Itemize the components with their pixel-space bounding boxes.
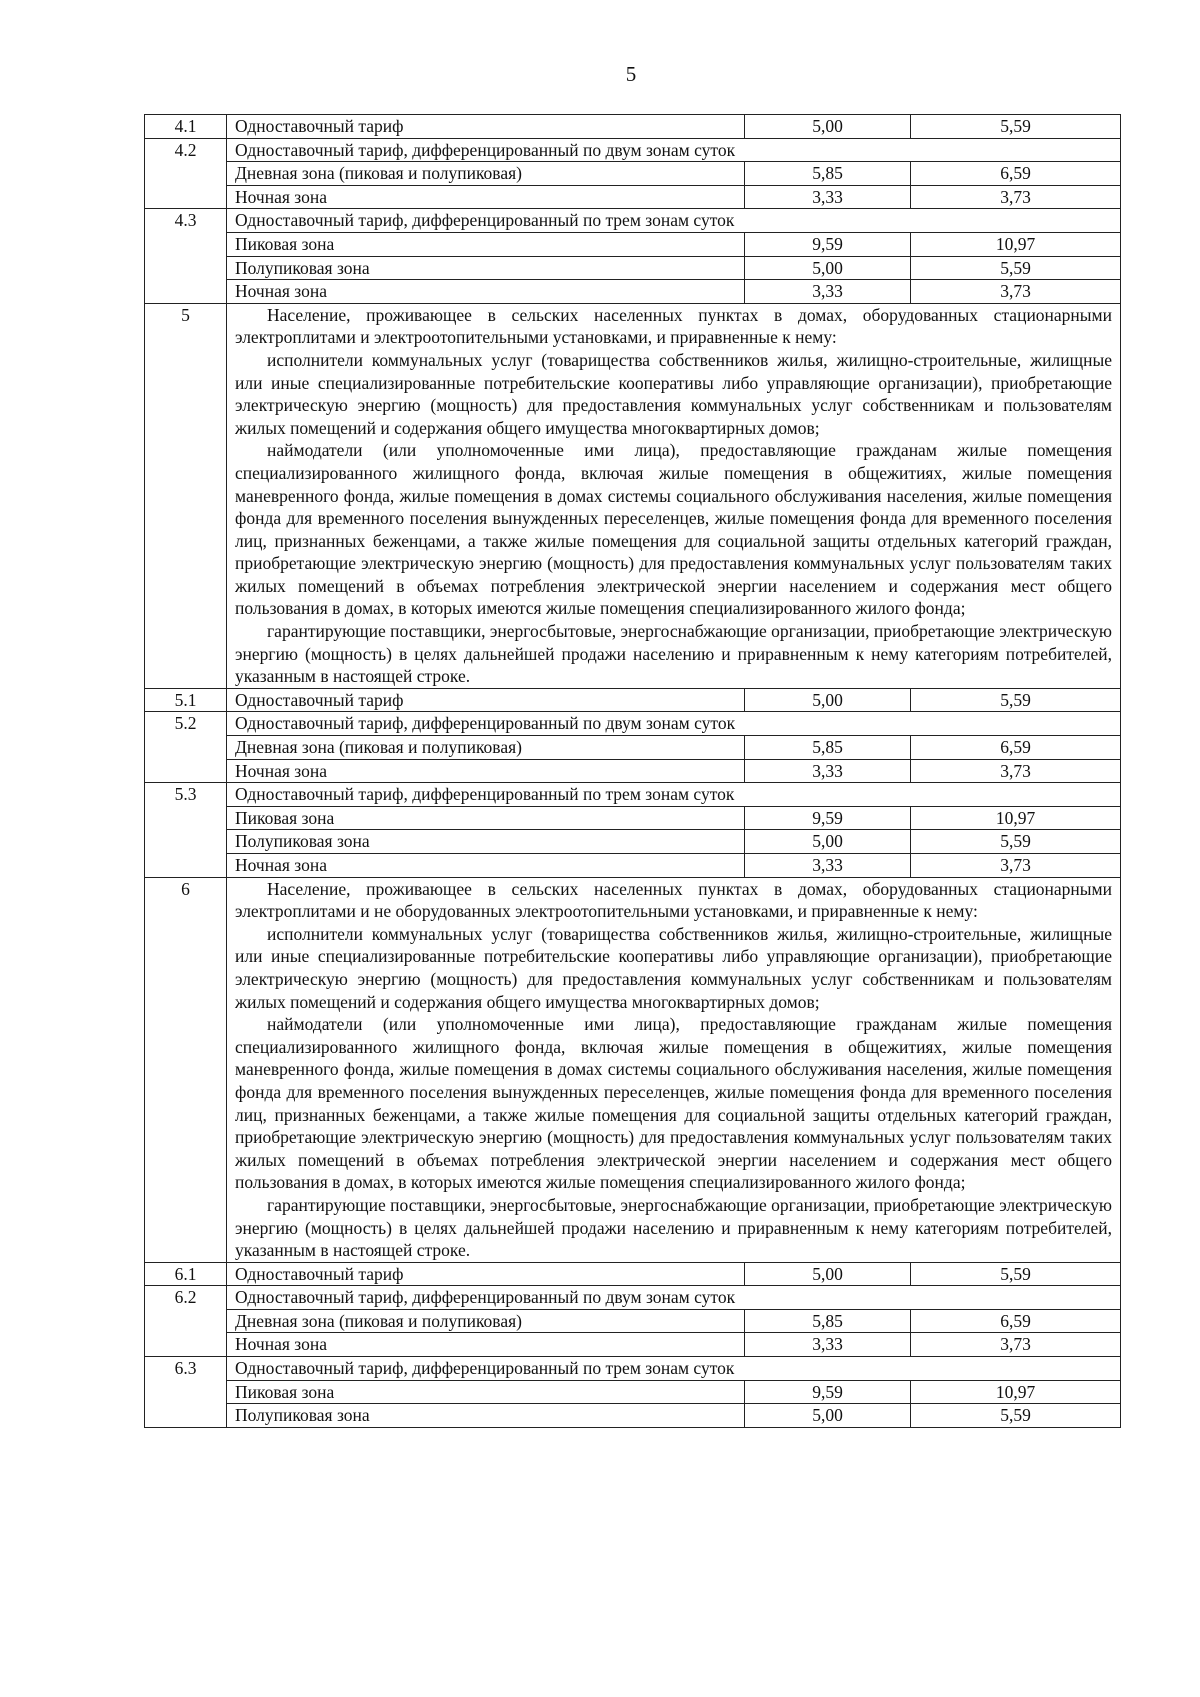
value-cell-1: 5,00 [745, 688, 911, 712]
value-cell-2: 5,59 [911, 688, 1121, 712]
zone-label-cell: Полупиковая зона [227, 1404, 745, 1428]
value-cell-2: 6,59 [911, 1309, 1121, 1333]
row-number-cell: 4.1 [145, 115, 227, 139]
value-cell-1: 9,59 [745, 232, 911, 256]
row-number-cell: 5.2 [145, 712, 227, 783]
description-paragraph: наймодатели (или уполномоченные ими лица), предоставляющие гражданам жилые помещения специализированного жилищного фонда, включая жилые помещения в общежитиях, жилые помещения маневренного фонда, жилые помещения в домах системы социального обслуживания населения, жилые помещения фонда для временного поселения вынужденных переселенцев, жилые помещения фонда для временного поселения лиц, признанных беженцами, а также жилые помещения для социальной защиты отдельных категорий граждан, приобретающие электрическую энергию (мощность) для предоставления коммунальных услуг пользователям таких жилых помещений в объемах потребления электрической энергии населением и содержания мест общего пользования в домах, в которых имеются жилые помещения специализированного жилого фонда; [235, 440, 1112, 619]
tariff-label-cell: Одноставочный тариф, дифференцированный по трем зонам суток [227, 1357, 1121, 1381]
zone-row [145, 1380, 1121, 1404]
value-cell-1: 3,33 [745, 759, 911, 783]
zone-label-cell: Ночная зона [227, 854, 745, 878]
zone-row [145, 185, 1121, 209]
zone-label-cell: Пиковая зона [227, 806, 745, 830]
page-number: 5 [625, 62, 637, 86]
zone-row [145, 1333, 1121, 1357]
tariff-row [145, 783, 1121, 807]
value-cell-2: 10,97 [911, 806, 1121, 830]
row-number-cell: 6.3 [145, 1357, 227, 1428]
value-cell-2: 5,59 [911, 256, 1121, 280]
description-paragraph: гарантирующие поставщики, энергосбытовые, энергоснабжающие организации, приобретающие электрическую энергию (мощность) в целях дальнейшей продажи населению и приравненным к нему категориям потребителей, указанным в настоящей строке. [235, 621, 1112, 687]
row-number-cell: 6.1 [145, 1262, 227, 1286]
section-description-row [145, 303, 1121, 688]
description-paragraph: Население, проживающее в сельских населенных пунктах в домах, оборудованных стационарными электроплитами и электроотопительными установками, и приравненные к нему: [235, 304, 1112, 348]
tariff-label-cell: Одноставочный тариф [227, 115, 745, 139]
description-paragraph: наймодатели (или уполномоченные ими лица), предоставляющие гражданам жилые помещения специализированного жилищного фонда, включая жилые помещения в общежитиях, жилые помещения маневренного фонда, жилые помещения в домах системы социального обслуживания населения, жилые помещения фонда для временного поселения вынужденных переселенцев, жилые помещения фонда для временного поселения лиц, признанных беженцами, а также жилые помещения для социальной защиты отдельных категорий граждан, приобретающие электрическую энергию (мощность) для предоставления коммунальных услуг пользователям таких жилых помещений в объемах потребления электрической энергии населением и содержания мест общего пользования в домах, в которых имеются жилые помещения специализированного жилого фонда; [235, 1014, 1112, 1193]
zone-row [145, 280, 1121, 304]
tariff-row [145, 115, 1121, 139]
tariff-label-cell: Одноставочный тариф [227, 1262, 745, 1286]
value-cell-1: 9,59 [745, 1380, 911, 1404]
zone-row [145, 854, 1121, 878]
value-cell-2: 6,59 [911, 736, 1121, 760]
zone-row [145, 806, 1121, 830]
section-description-cell [227, 877, 1121, 1262]
value-cell-2: 10,97 [911, 1380, 1121, 1404]
value-cell-2: 3,73 [911, 1333, 1121, 1357]
row-number-cell: 6.2 [145, 1286, 227, 1357]
value-cell-1: 5,00 [745, 115, 911, 139]
zone-row [145, 256, 1121, 280]
value-cell-2: 5,59 [911, 1262, 1121, 1286]
zone-row [145, 736, 1121, 760]
row-number-cell: 4.3 [145, 209, 227, 303]
tariff-table [144, 114, 1121, 1428]
zone-label-cell: Ночная зона [227, 185, 745, 209]
tariff-row [145, 688, 1121, 712]
value-cell-2: 3,73 [911, 854, 1121, 878]
value-cell-1: 3,33 [745, 854, 911, 878]
zone-row [145, 1309, 1121, 1333]
description-paragraph: исполнители коммунальных услуг (товарищества собственников жилья, жилищно-строительные, жилищные или иные специализированные потребительские кооперативы либо управляющие организации), приобретающие электрическую энергию (мощность) для предоставления коммунальных услуг собственникам и пользователям жилых помещений и содержания общего имущества многоквартирных домов; [235, 923, 1112, 1012]
tariff-label-cell: Одноставочный тариф, дифференцированный по трем зонам суток [227, 783, 1121, 807]
section-description-cell [227, 303, 1121, 688]
zone-label-cell: Полупиковая зона [227, 830, 745, 854]
value-cell-2: 3,73 [911, 185, 1121, 209]
tariff-label-cell: Одноставочный тариф, дифференцированный по двум зонам суток [227, 138, 1121, 162]
value-cell-1: 5,00 [745, 830, 911, 854]
zone-label-cell: Ночная зона [227, 1333, 745, 1357]
value-cell-2: 10,97 [911, 232, 1121, 256]
value-cell-2: 5,59 [911, 830, 1121, 854]
row-number-cell: 5.1 [145, 688, 227, 712]
zone-label-cell: Пиковая зона [227, 232, 745, 256]
value-cell-1: 5,00 [745, 1262, 911, 1286]
value-cell-1: 3,33 [745, 185, 911, 209]
row-number-cell: 5.3 [145, 783, 227, 877]
value-cell-1: 5,85 [745, 1309, 911, 1333]
value-cell-1: 5,85 [745, 162, 911, 186]
zone-row [145, 232, 1121, 256]
zone-row [145, 759, 1121, 783]
zone-row [145, 830, 1121, 854]
description-paragraph: Население, проживающее в сельских населенных пунктах в домах, оборудованных стационарными электроплитами и не оборудованных электроотопительными установками, и приравненные к нему: [235, 878, 1112, 922]
value-cell-1: 5,85 [745, 736, 911, 760]
zone-label-cell: Пиковая зона [227, 1380, 745, 1404]
value-cell-1: 9,59 [745, 806, 911, 830]
value-cell-2: 3,73 [911, 280, 1121, 304]
description-paragraph: гарантирующие поставщики, энергосбытовые, энергоснабжающие организации, приобретающие электрическую энергию (мощность) в целях дальнейшей продажи населению и приравненным к нему категориям потребителей, указанным в настоящей строке. [235, 1194, 1112, 1261]
tariff-row [145, 1262, 1121, 1286]
value-cell-1: 3,33 [745, 1333, 911, 1357]
zone-label-cell: Ночная зона [227, 280, 745, 304]
value-cell-2: 6,59 [911, 162, 1121, 186]
zone-label-cell: Дневная зона (пиковая и полупиковая) [227, 162, 745, 186]
zone-label-cell: Ночная зона [227, 759, 745, 783]
section-number-cell: 6 [145, 877, 227, 1262]
section-number-cell: 5 [145, 303, 227, 688]
section-description-row [145, 877, 1121, 1262]
row-number-cell: 4.2 [145, 138, 227, 209]
zone-label-cell: Полупиковая зона [227, 256, 745, 280]
tariff-label-cell: Одноставочный тариф, дифференцированный по двум зонам суток [227, 1286, 1121, 1310]
tariff-row [145, 209, 1121, 233]
tariff-row [145, 1286, 1121, 1310]
value-cell-1: 3,33 [745, 280, 911, 304]
tariff-table-body [145, 115, 1121, 1428]
zone-label-cell: Дневная зона (пиковая и полупиковая) [227, 1309, 745, 1333]
value-cell-1: 5,00 [745, 1404, 911, 1428]
tariff-row [145, 138, 1121, 162]
value-cell-2: 5,59 [911, 115, 1121, 139]
tariff-label-cell: Одноставочный тариф, дифференцированный по двум зонам суток [227, 712, 1121, 736]
value-cell-2: 5,59 [911, 1404, 1121, 1428]
zone-label-cell: Дневная зона (пиковая и полупиковая) [227, 736, 745, 760]
tariff-label-cell: Одноставочный тариф, дифференцированный по трем зонам суток [227, 209, 1121, 233]
tariff-row [145, 712, 1121, 736]
zone-row [145, 162, 1121, 186]
value-cell-2: 3,73 [911, 759, 1121, 783]
zone-row [145, 1404, 1121, 1428]
tariff-label-cell: Одноставочный тариф [227, 688, 745, 712]
description-paragraph: исполнители коммунальных услуг (товарищества собственников жилья, жилищно-строительные, жилищные или иные специализированные потребительские кооперативы либо управляющие организации), приобретающие электрическую энергию (мощность) для предоставления коммунальных услуг собственникам и пользователям жилых помещений и содержания общего имущества многоквартирных домов; [235, 349, 1112, 438]
tariff-row [145, 1357, 1121, 1381]
value-cell-1: 5,00 [745, 256, 911, 280]
